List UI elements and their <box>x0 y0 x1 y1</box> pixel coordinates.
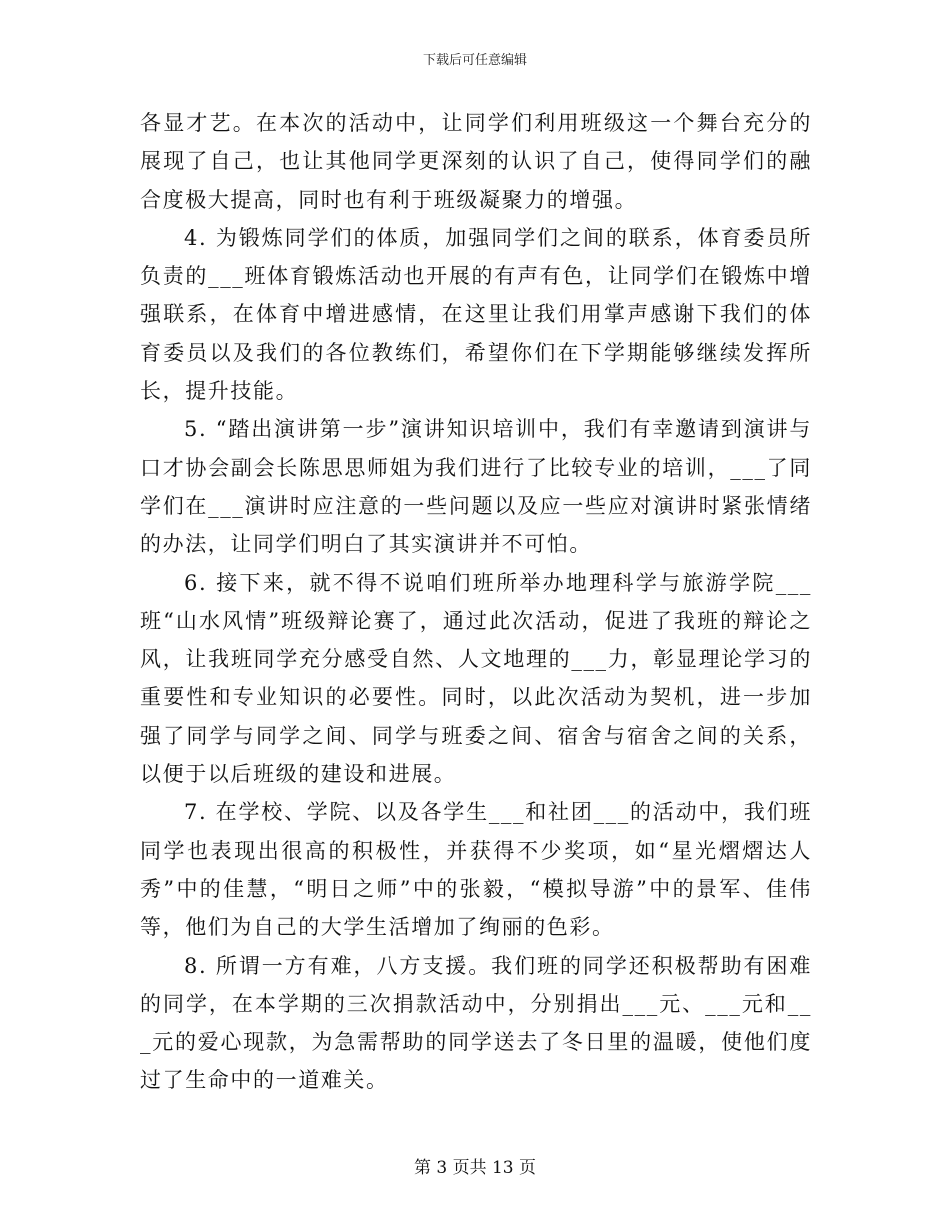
document-body <box>140 104 812 1100</box>
page-number: 第 3 页共 13 页 <box>413 1158 537 1178</box>
paragraph-item-4: 4. 为锻炼同学们的体质，加强同学们之间的联系，体育委员所负责的___班体育锻炼活动也开展的有声有色，让同学们在锻炼中增强联系，在体育中增进感情，在这里让我们用掌声感谢下我们的体育委员以及我们的各位教练们，希望你们在下学期能够继续发挥所长，提升技能。 <box>140 225 812 404</box>
paragraph-item-5: 5. “踏出演讲第一步”演讲知识培训中，我们有幸邀请到演讲与口才协会副会长陈思思师姐为我们进行了比较专业的培训，___了同学们在___演讲时应注意的一些问题以及应一些应对演讲时紧张情绪的办法，让同学们明白了其实演讲并不可怕。 <box>140 417 812 557</box>
paragraph-item-7: 7. 在学校、学院、以及各学生___和社团___的活动中，我们班同学也表现出很高的积极性，并获得不少奖项，如“星光熠熠达人秀”中的佳慧，“明日之师”中的张毅，“模拟导游”中的景军、佳伟等，他们为自己的大学生活增加了绚丽的色彩。 <box>140 800 812 940</box>
paragraph-continuation: 各显才艺。在本次的活动中，让同学们利用班级这一个舞台充分的展现了自己，也让其他同学更深刻的认识了自己，使得同学们的融合度极大提高，同时也有利于班级凝聚力的增强。 <box>140 111 812 212</box>
paragraph-item-8: 8. 所谓一方有难，八方支援。我们班的同学还积极帮助有困难的同学，在本学期的三次捐款活动中，分别捐出___元、___元和___元的爱心现款，为急需帮助的同学送去了冬日里的温暖，使他们度过了生命中的一道难关。 <box>140 953 812 1093</box>
page-header: 下载后可任意编辑 <box>422 53 527 68</box>
paragraph-item-6: 6. 接下来，就不得不说咱们班所举办地理科学与旅游学院___班“山水风情”班级辩论赛了，通过此次活动，促进了我班的辩论之风，让我班同学充分感受自然、人文地理的___力，彰显理论学习的重要性和专业知识的必要性。同时，以此次活动为契机，进一步加强了同学与同学之间、同学与班委之间、宿舍与宿舍之间的关系，以便于以后班级的建设和进展。 <box>140 570 812 787</box>
